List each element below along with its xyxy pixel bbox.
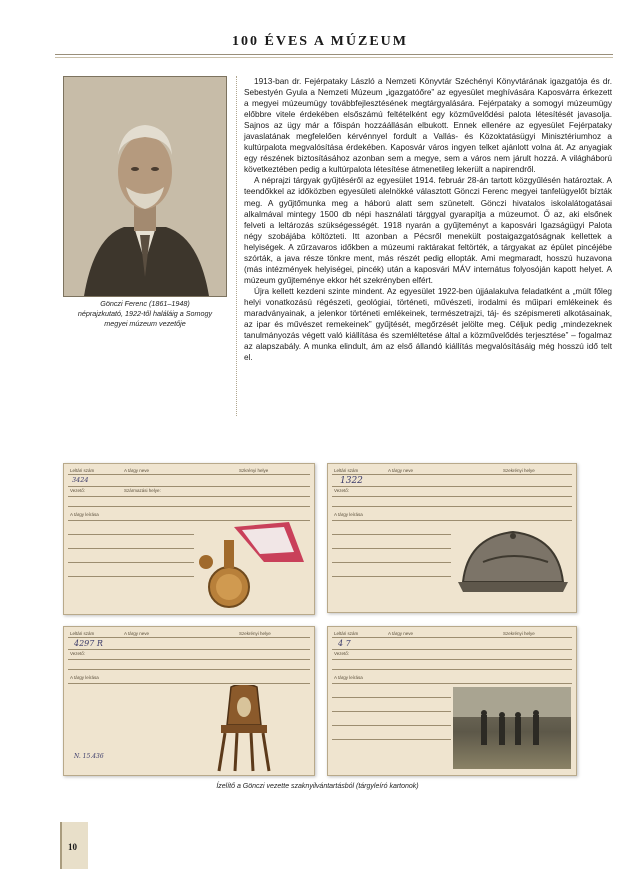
portrait-caption	[60, 299, 230, 329]
header-rule-secondary	[55, 57, 613, 58]
portrait-caption-line2: néprajzkutató, 1922-től haláláig a Somogy	[77, 309, 213, 318]
card-field-label: A tárgy leírása	[334, 512, 363, 517]
record-card-helmet	[327, 463, 577, 613]
card-field-label: A tárgy leírása	[70, 512, 99, 517]
card-field-label: Vezető:	[334, 488, 350, 493]
article-paragraph: 1913-ban dr. Fejérpataky László a Nemzeti Könyvtár Széchényi Könyvtárának igazgatója és dr. Sebestyén Gyula a Nemzeti Múzeum „igazgatóőre” az egyesület meghívására Kaposvárra érkezett a megyei múzeumügy továbbfejlesztésének megtárgyalására. Fejérpataky a somogyi múzeumügy előbbre vitele érdekében elsőszámú feltételként egy közművelődési palota létesítését javasolja. Sajnos az ügy már a főispán hozzáállásán elbukott. Ennek ellenére az egyesület Fejérpataky javaslatának megfelelően kérvénnyel fordult a Vallás- és Közoktatásügyi Minisztériumhoz a kultúrpalota megvalósítása érdekében. Kaposvár város ingyen telket ajánlott volna át. Az anyagiak egy részének biztosításához azonban sem a megye, sem a város nem járult hozzá. A világháború következtében pedig a kultúrpalota létesítése átmenetileg lekerült a napirendről.	[244, 77, 612, 175]
page-number: 10	[68, 842, 77, 852]
card-museum-number: N. 15.436	[74, 753, 104, 760]
card-field-label: A tárgy leírása	[70, 675, 99, 680]
card-field-label: A tárgy leírása	[334, 675, 363, 680]
helmet-image	[453, 522, 568, 608]
page-title: 100 ÉVES A MÚZEUM	[232, 34, 408, 49]
medal-image	[194, 522, 304, 610]
card-field-label: Leltári szám	[334, 631, 359, 636]
card-inventory-number: 3424	[72, 476, 89, 484]
column-divider	[236, 76, 237, 416]
cards-caption: Ízelítő a Gönczi vezette szaknyilvántartásból (tárgyleíró kartonok)	[216, 783, 419, 790]
card-field-label: Származási helye:	[124, 488, 161, 493]
card-field-label: Szekrényi helye	[503, 468, 535, 473]
record-card-medal	[63, 463, 315, 615]
card-field-label: Leltári szám	[70, 468, 95, 473]
card-field-label: Szkrényi helye	[239, 468, 269, 473]
record-card-photo	[327, 626, 577, 776]
record-card-chair	[63, 626, 315, 776]
card-field-label: Vezető:	[70, 651, 86, 656]
card-inventory-number: 1322	[340, 476, 363, 486]
card-field-label: A tárgy neve	[388, 631, 414, 636]
article-body	[244, 76, 612, 363]
card-field-label: Leltári szám	[334, 468, 359, 473]
portrait-caption-line1: Gönczi Ferenc (1861–1948)	[100, 299, 190, 308]
article-paragraph: A néprajzi tárgyak gyűjtéséről az egyesület 1914. február 28-án tartott közgyűlésén határoztak. A teendőkkel az időközben egyesületi alelnökké választott Gönczi Ferenc megyei tanfelügyelőt bízták meg. A gyűjtőmunka meg a háború alatt sem szünetelt. Gönczi hivatalos iskolalátogatásai alkalmával mintegy 1500 db népi használati tárggyal gyarapítja a múzeumot. Ő az, aki elsőnek felveti a leltározás szükségességét. 1918 nyarán a gyűjteményt a kaposvári Igazságügyi Palota négy szobájába költözteti. Itt azonban a Pécsről menekült postaigazgatóságnak kellettek a helyiségek. A zűrzavaros időkben a múzeumi raktárakat feltörték, a tárgyakat az épület pincéjébe szórták, a java része tönkre ment, más részét pedig ellopták. Ami megmaradt, hosszú huzavona (más intézmények helyiségei, pincék) után a kaposvári MÁV internátus folyosóján kapott helyet. A múzeum gyűjteménye ekkor hét szekrényben elfért.	[244, 176, 612, 285]
portrait-photo	[63, 76, 227, 297]
archival-photo	[453, 687, 571, 769]
card-field-label: Vezető:	[334, 651, 350, 656]
card-field-label: Leltári szám	[70, 631, 95, 636]
article-paragraph: Újra kellett kezdeni szinte mindent. Az egyesület 1922-ben újjáalakulva feladatként a „múlt főleg helyi vonatkozású régészeti, geológiai, történeti, művészeti, irodalmi és műipari emlékeinek és maradványainak, a jelenkor történeti emlékeinek, természetrajzi, táj- és szépismereti alkotásainak, az ipar és művészet remekeinek” gyűjtését, megőrzését jelölte meg. Céljuk pedig „mindezeknek tanulmányozás végett való kiállítása és szemléltetése által a közművelődés terjesztése” – fogalmaz az alapszabály. A munka elindult, ám az első állandó kiállítás megvalósításáig még hosszú idő telt el.	[244, 286, 612, 363]
card-field-label: Szekrényi helye	[239, 631, 271, 636]
page-number-tab	[60, 822, 88, 869]
card-field-label: A tárgy neve	[124, 631, 150, 636]
chair-image	[209, 685, 279, 773]
card-field-label: A tárgy neve	[124, 468, 150, 473]
left-margin-band	[0, 0, 55, 883]
card-field-label: A tárgy neve	[388, 468, 414, 473]
card-field-label: Vezető:	[70, 488, 86, 493]
portrait-caption-line3: megyei múzeum vezetője	[104, 319, 186, 328]
card-field-label: Szekrényi helye	[503, 631, 535, 636]
card-inventory-number: 4297 R	[74, 639, 103, 648]
card-inventory-number: 4 7	[338, 639, 351, 648]
header-rule	[55, 54, 613, 55]
